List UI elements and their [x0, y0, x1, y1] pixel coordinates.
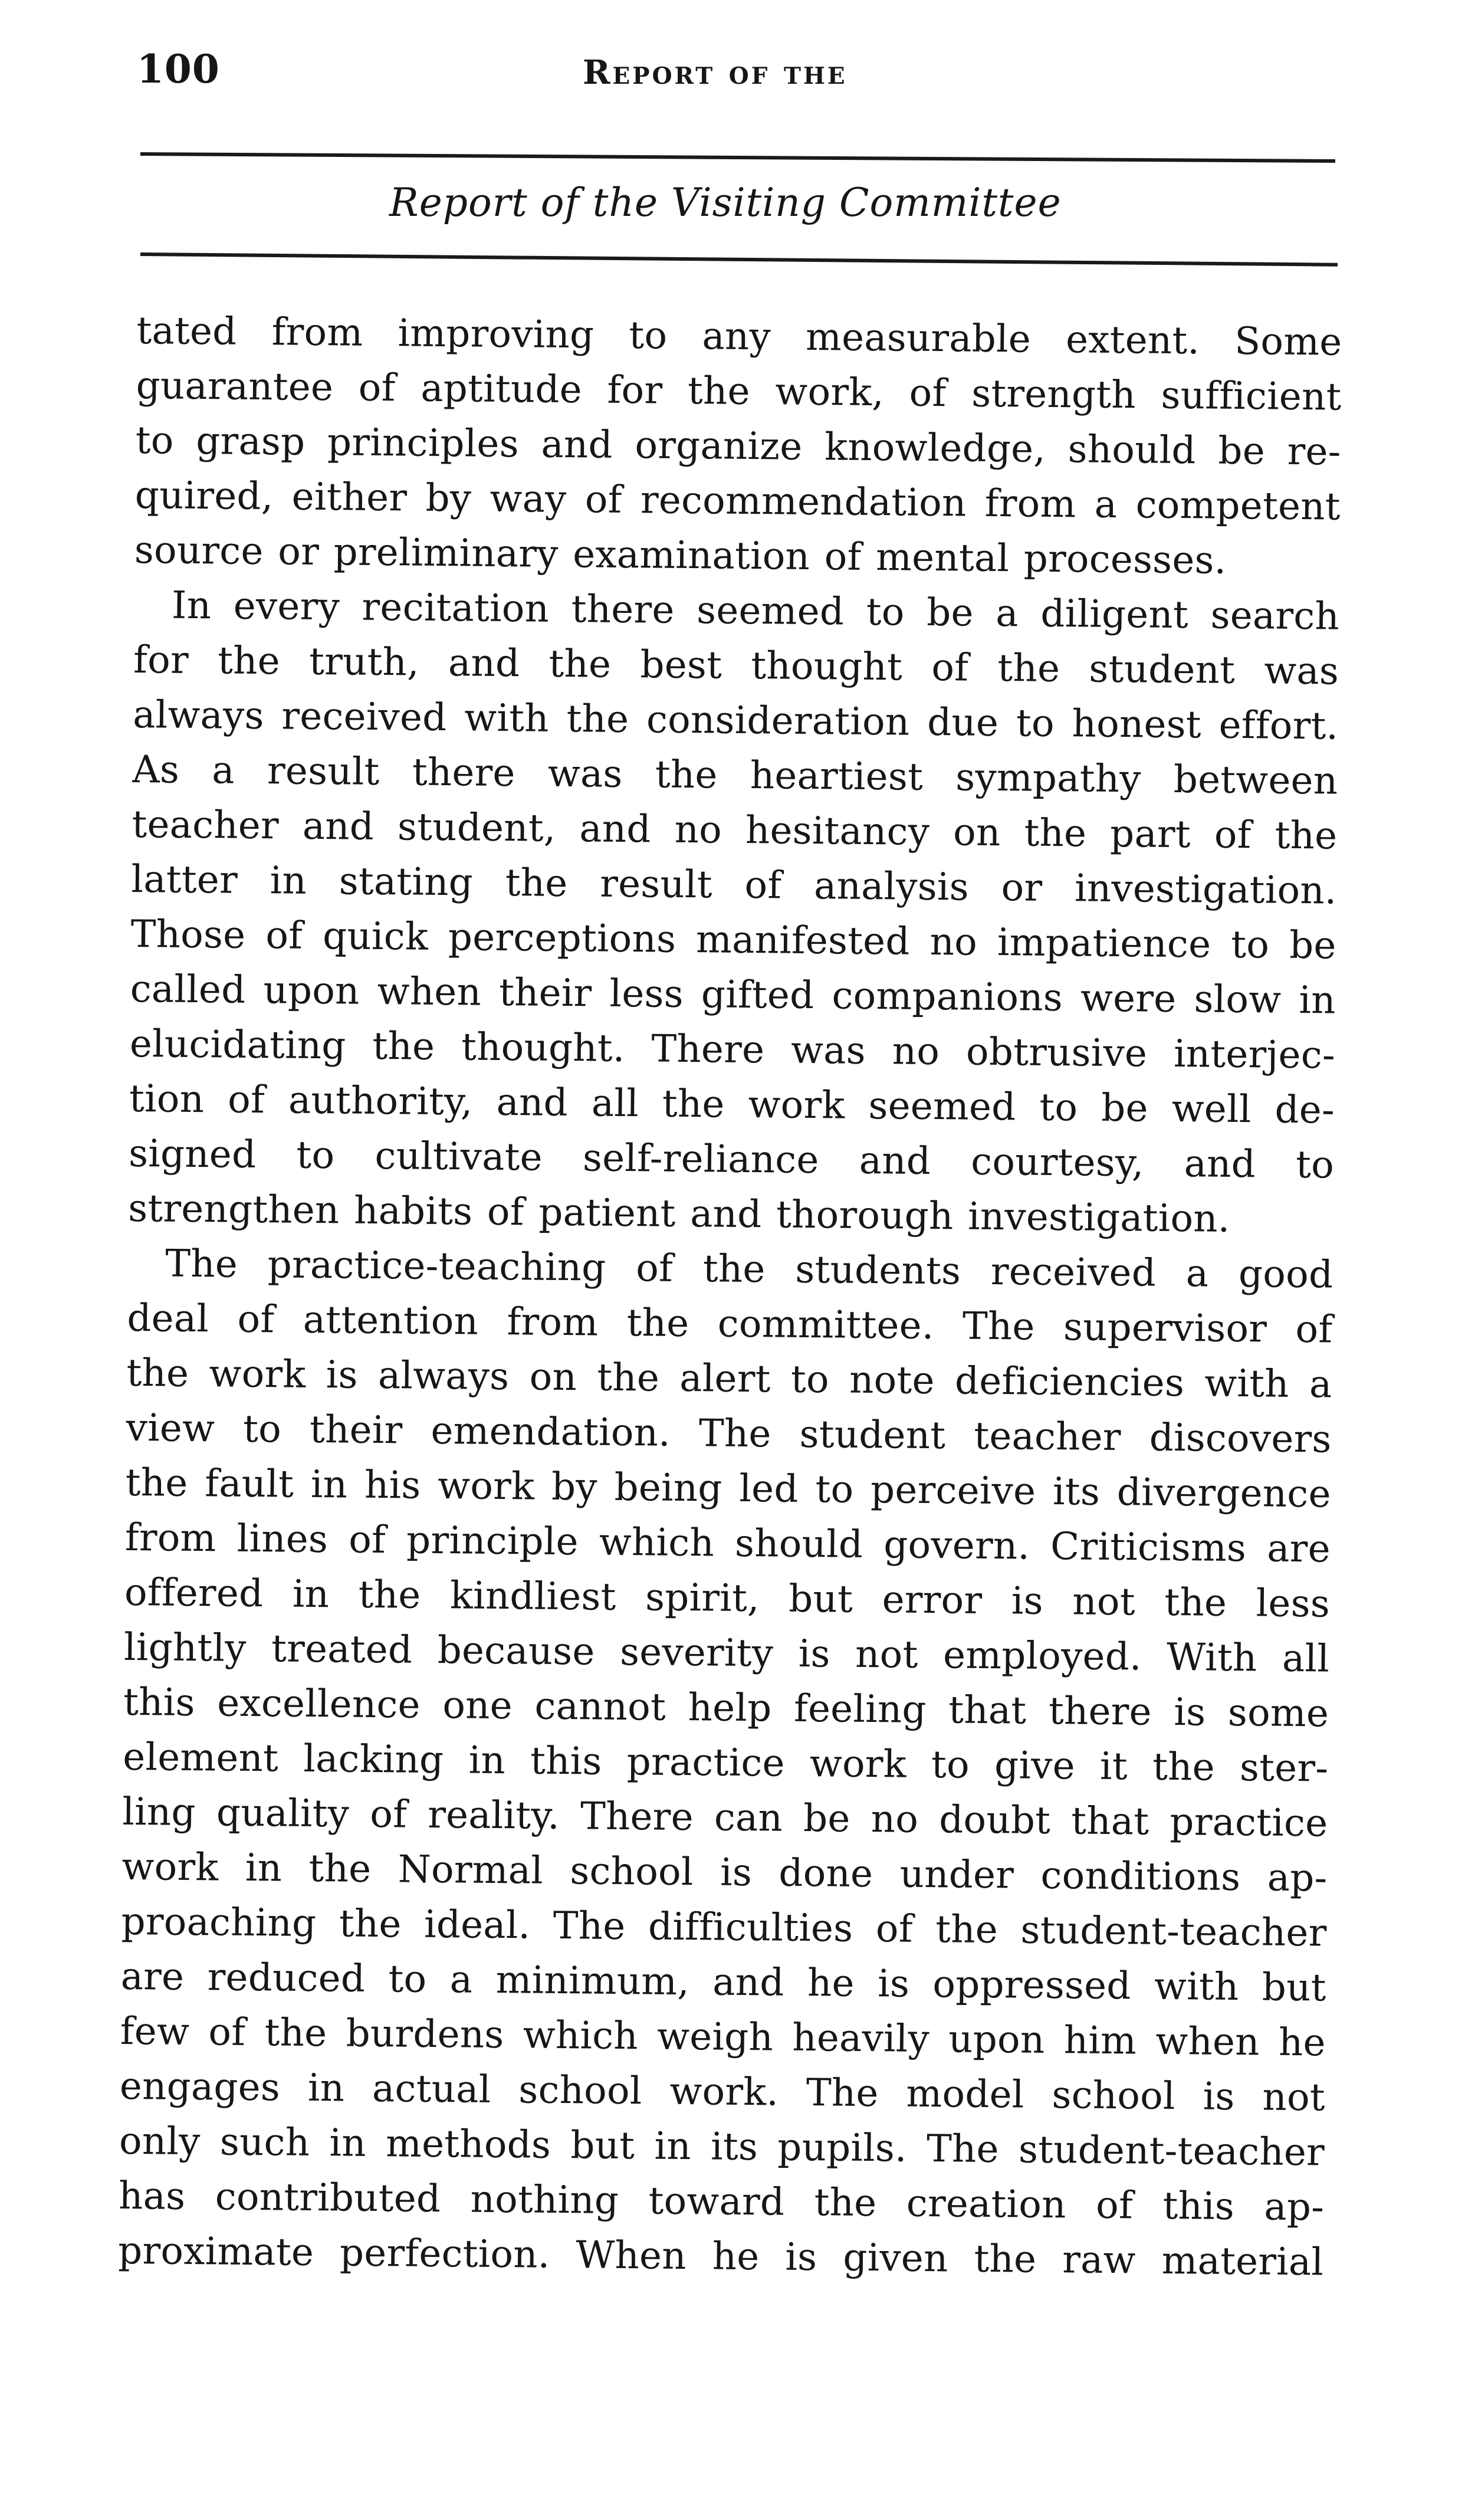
paragraph-2 — [128, 578, 1340, 1248]
text-line: ling quality of reality. There can be no doubt that practice — [122, 1790, 1328, 1846]
text-line: deal of attention from the committee. The supervisor of — [127, 1296, 1333, 1352]
text-line: latter in stating the result of analysis or investigation. — [131, 857, 1337, 913]
text-line: the work is always on the alert to note deficiencies with a — [126, 1351, 1332, 1407]
text-line: tion of authority, and all the work seemed to be well de- — [129, 1077, 1335, 1133]
text-line: the fault in his work by being led to perceive its divergence — [125, 1461, 1332, 1517]
text-line: for the truth, and the best thought of the student was — [133, 638, 1339, 694]
text-line: teacher and student, and no hesitancy on the part of the — [132, 802, 1338, 858]
section-title: Report of the Visiting Committee — [389, 180, 1062, 225]
text-line: strengthen habits of patient and thorough investigation. — [127, 1186, 1230, 1241]
text-line: elucidating the thought. There was no obtrusive interjec- — [129, 1022, 1336, 1078]
text-line: view to their emendation. The student teacher discovers — [126, 1406, 1332, 1462]
text-line: to grasp principles and organize knowledge, should be re- — [135, 418, 1342, 474]
text-line: guarantee of aptitude for the work, of strength sufficient — [136, 363, 1342, 419]
text-line: has contributed nothing toward the creation of this ap- — [118, 2174, 1325, 2230]
text-line: work in the Normal school is done under conditions ap- — [121, 1845, 1328, 1901]
running-head: Report of the — [583, 53, 848, 92]
text-line: element lacking in this practice work to give it the ster- — [122, 1735, 1329, 1791]
text-line: quired, either by way of recommendation from a competent — [134, 473, 1341, 529]
text-line: source or preliminary examination of mental processes. — [134, 528, 1227, 583]
text-line: proaching the ideal. The difficulties of the student-teacher — [121, 1899, 1327, 1955]
body-text — [118, 304, 1342, 2290]
text-line: proximate perfection. When he is given the raw material — [117, 2229, 1324, 2285]
text-line: engages in actual school work. The model school is not — [119, 2064, 1326, 2120]
text-line: Those of quick perceptions manifested no impatience to be — [130, 912, 1336, 968]
text-line: The practice-teaching of the students received a good — [165, 1242, 1333, 1297]
text-line: are reduced to a minimum, and he is oppressed with but — [120, 1954, 1327, 2010]
text-line: offered in the kindliest spirit, but error is not the less — [124, 1570, 1331, 1626]
text-line: few of the burdens which weigh heavily upon him when he — [120, 2009, 1326, 2065]
text-line: this excellence one cannot help feeling that there is some — [123, 1680, 1329, 1736]
text-line: lightly treated because severity is not employed. With all — [123, 1625, 1330, 1681]
text-line: As a result there was the heartiest sympathy between — [132, 747, 1338, 803]
text-line: tated from improving to any measurable extent. Some — [136, 309, 1342, 365]
page-number: 100 — [137, 46, 220, 92]
header-rule-bottom — [140, 252, 1338, 267]
text-line: called upon when their less gifted companions were slow in — [130, 967, 1336, 1023]
text-line: always received with the consideration due to honest effort. — [132, 693, 1339, 749]
header-rule-top — [140, 152, 1335, 163]
text-line: only such in methods but in its pupils. The student-teacher — [119, 2119, 1325, 2175]
paragraph-1 — [134, 304, 1342, 590]
text-line: In every recitation there seemed to be a diligent search — [171, 583, 1340, 639]
text-line: from lines of principle which should govern. Criticisms are — [124, 1515, 1331, 1571]
text-line: signed to cultivate self-reliance and courtesy, and to — [128, 1131, 1335, 1187]
paragraph-3 — [118, 1236, 1333, 2291]
